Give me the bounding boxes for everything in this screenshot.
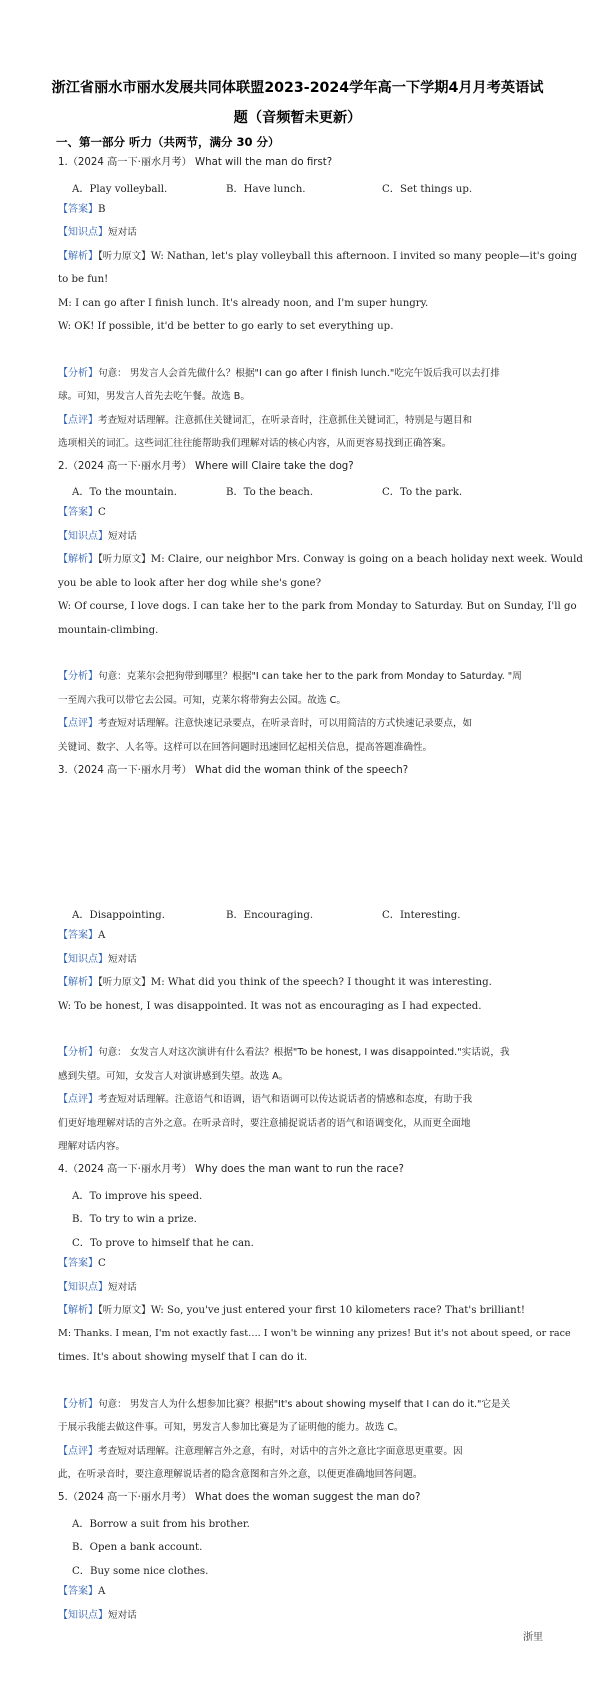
- q3-option-a: A．Disappointing.: [72, 910, 165, 921]
- q5-option-a: A．Borrow a suit from his brother.: [72, 1519, 250, 1530]
- analysis-label: 【解析】: [58, 251, 98, 262]
- question-5-stem: 5.（2024 高一下·丽水月考） What does the woman suggest the man do?: [58, 1492, 421, 1503]
- q5-option-b: B．Open a bank account.: [72, 1542, 203, 1553]
- q2-knowledge: 【知识点】短对话: [58, 531, 137, 542]
- q1-analysis-1: 【分析】句意： 男发言人会首先做什么？根据"I can go after I finish lunch."吃完午饭后我可以去打排: [58, 368, 500, 379]
- q3-transcript-1: 【解析】【听力原文】M: What did you think of the speech? I thought it was interesting.: [58, 977, 492, 988]
- q2-answer: 【答案】C: [58, 507, 106, 518]
- q5-option-c: C．Buy some nice clothes.: [72, 1566, 209, 1577]
- q1-answer-value: B: [98, 204, 106, 215]
- q4-answer-value: C: [98, 1258, 106, 1269]
- q2-analysis-1: 【分析】句意：克莱尔会把狗带到哪里？根据"I can take her to the park from Monday to Saturday. "周: [58, 671, 522, 682]
- q4-knowledge: 【知识点】短对话: [58, 1282, 137, 1293]
- q2-option-c: C．To the park.: [382, 487, 463, 498]
- q1-transcript-2: to be fun!: [58, 274, 109, 285]
- q3-comment-1: 【点评】考查短对话理解。注意语气和语调，语气和语调可以传达说话者的情感和态度，有助于我: [58, 1094, 473, 1105]
- question-3-stem: 3.（2024 高一下·丽水月考） What did the woman think of the speech?: [58, 765, 409, 776]
- q4-option-b: B．To try to win a prize.: [72, 1214, 197, 1225]
- q1-knowledge-value: 短对话: [108, 227, 137, 238]
- q1-analysis-2: 球。可知，男发言人首先去吃午餐。故选 B。: [58, 391, 250, 402]
- question-4-stem: 4.（2024 高一下·丽水月考） Why does the man want to run the race?: [58, 1164, 404, 1175]
- section-heading: 一、第一部分 听力（共两节，满分 30 分）: [56, 135, 280, 149]
- q1-comment-1: 【点评】考查短对话理解。注意抓住关键词汇，在听录音时，注意抓住关键词汇，特别是与题目和: [58, 415, 473, 426]
- q1-transcript-4: W: OK! If possible, it'd be better to go early to set everything up.: [58, 321, 394, 332]
- q1-transcript-1: 【解析】【听力原文】W: Nathan, let's play volleyball this afternoon. I invited so many people—it's going: [58, 251, 578, 262]
- q3-answer-value: A: [98, 930, 106, 941]
- q2-transcript-3: W: Of course, I love dogs. I can take her to the park from Monday to Saturday. But on Sunday, I'll go: [58, 601, 577, 612]
- q2-transcript-2: you be able to look after her dog while she's gone?: [58, 578, 322, 589]
- q4-option-a: A．To improve his speed.: [72, 1191, 203, 1202]
- question-2-stem: 2.（2024 高一下·丽水月考） Where will Claire take the dog?: [58, 461, 354, 472]
- q1-option-b: B．Have lunch.: [226, 184, 306, 195]
- page-footer: 浙里: [523, 1632, 543, 1643]
- q1-comment-2: 选项相关的词汇。这些词汇往往能帮助我们理解对话的核心内容，从而更容易找到正确答案。: [58, 438, 452, 449]
- q4-analysis-1: 【分析】句意： 男发言人为什么想参加比赛？根据"It's about showing myself that I can do it."它是关: [58, 1399, 511, 1410]
- q2-option-a: A．To the mountain.: [72, 487, 177, 498]
- q2-comment-2: 关键词、数字、人名等。这样可以在回答问题时迅速回忆起相关信息，提高答题准确性。: [58, 742, 433, 753]
- q3-comment-2: 们更好地理解对话的言外之意。在听录音时，要注意捕捉说话者的语气和语调变化，从而更全面地: [58, 1118, 471, 1129]
- doc-title-line2: 题（音频暂未更新）: [233, 110, 362, 126]
- q3-option-b: B．Encouraging.: [226, 910, 314, 921]
- transcript-label: 【听力原文】: [98, 251, 151, 262]
- q2-option-b: B．To the beach.: [226, 487, 314, 498]
- q4-comment-2: 此，在听录音时，要注意理解说话者的隐含意图和言外之意，以便更准确地回答问题。: [58, 1469, 423, 1480]
- q3-knowledge: 【知识点】短对话: [58, 954, 137, 965]
- q1-answer: [58, 203, 106, 217]
- dianping-label: 【点评】: [58, 415, 98, 426]
- q1-option-c: C．Set things up.: [382, 184, 473, 195]
- q3-answer: 【答案】A: [58, 930, 106, 941]
- q4-transcript-2: M: Thanks. I mean, I'm not exactly fast…. I won't be winning any prizes! But it's not about speed, or race: [58, 1328, 571, 1339]
- q4-option-c: C．To prove to himself that he can.: [72, 1238, 254, 1249]
- knowledge-label: 【知识点】: [58, 227, 108, 238]
- doc-title-line1: 浙江省丽水市丽水发展共同体联盟2023-2024学年高一下学期4月月考英语试: [51, 80, 544, 96]
- question-1-stem: 1.（2024 高一下·丽水月考） What will the man do first?: [58, 157, 333, 168]
- q5-answer: 【答案】A: [58, 1586, 106, 1597]
- q1-transcript-3: M: I can go after I finish lunch. It's already noon, and I'm super hungry.: [58, 298, 429, 309]
- q2-transcript-4: mountain-climbing.: [58, 625, 159, 636]
- q5-knowledge: 【知识点】短对话: [58, 1610, 137, 1621]
- q4-answer: 【答案】C: [58, 1258, 106, 1269]
- q4-analysis-2: 于展示我能去做这件事。可知，男发言人参加比赛是为了证明他的能力。故选 C。: [58, 1422, 404, 1433]
- q1-option-a: A．Play volleyball.: [72, 184, 168, 195]
- q2-transcript-1: 【解析】【听力原文】M: Claire, our neighbor Mrs. Conway is going on a beach holiday next week. Would: [58, 554, 583, 565]
- q4-transcript-1: 【解析】【听力原文】W: So, you've just entered your first 10 kilometers race? That's brilliant!: [58, 1305, 525, 1316]
- q3-analysis-1: 【分析】句意： 女发言人对这次演讲有什么看法？根据"To be honest, I was disappointed."实话说，我: [58, 1047, 510, 1058]
- answer-label: 【答案】: [58, 204, 98, 215]
- q3-comment-3: 理解对话内容。: [58, 1141, 126, 1152]
- q2-comment-1: 【点评】考查短对话理解。注意快速记录要点，在听录音时，可以用简洁的方式快速记录要点，如: [58, 718, 473, 729]
- q3-option-c: C．Interesting.: [382, 910, 461, 921]
- q3-analysis-2: 感到失望。可知，女发言人对演讲感到失望。故选 A。: [58, 1071, 289, 1082]
- fenxi-label: 【分析】: [58, 368, 98, 379]
- q3-transcript-2: W: To be honest, I was disappointed. It was not as encouraging as I had expected.: [58, 1001, 482, 1012]
- q2-analysis-2: 一至周六我可以带它去公园。可知，克莱尔将带狗去公园。故选 C。: [58, 695, 346, 706]
- q4-comment-1: 【点评】考查短对话理解。注意理解言外之意，有时，对话中的言外之意比字面意思更重要。因: [58, 1446, 463, 1457]
- q5-answer-value: A: [98, 1586, 106, 1597]
- q4-transcript-3: times. It's about showing myself that I can do it.: [58, 1352, 308, 1363]
- q1-knowledge: [58, 226, 137, 240]
- q2-answer-value: C: [98, 507, 106, 518]
